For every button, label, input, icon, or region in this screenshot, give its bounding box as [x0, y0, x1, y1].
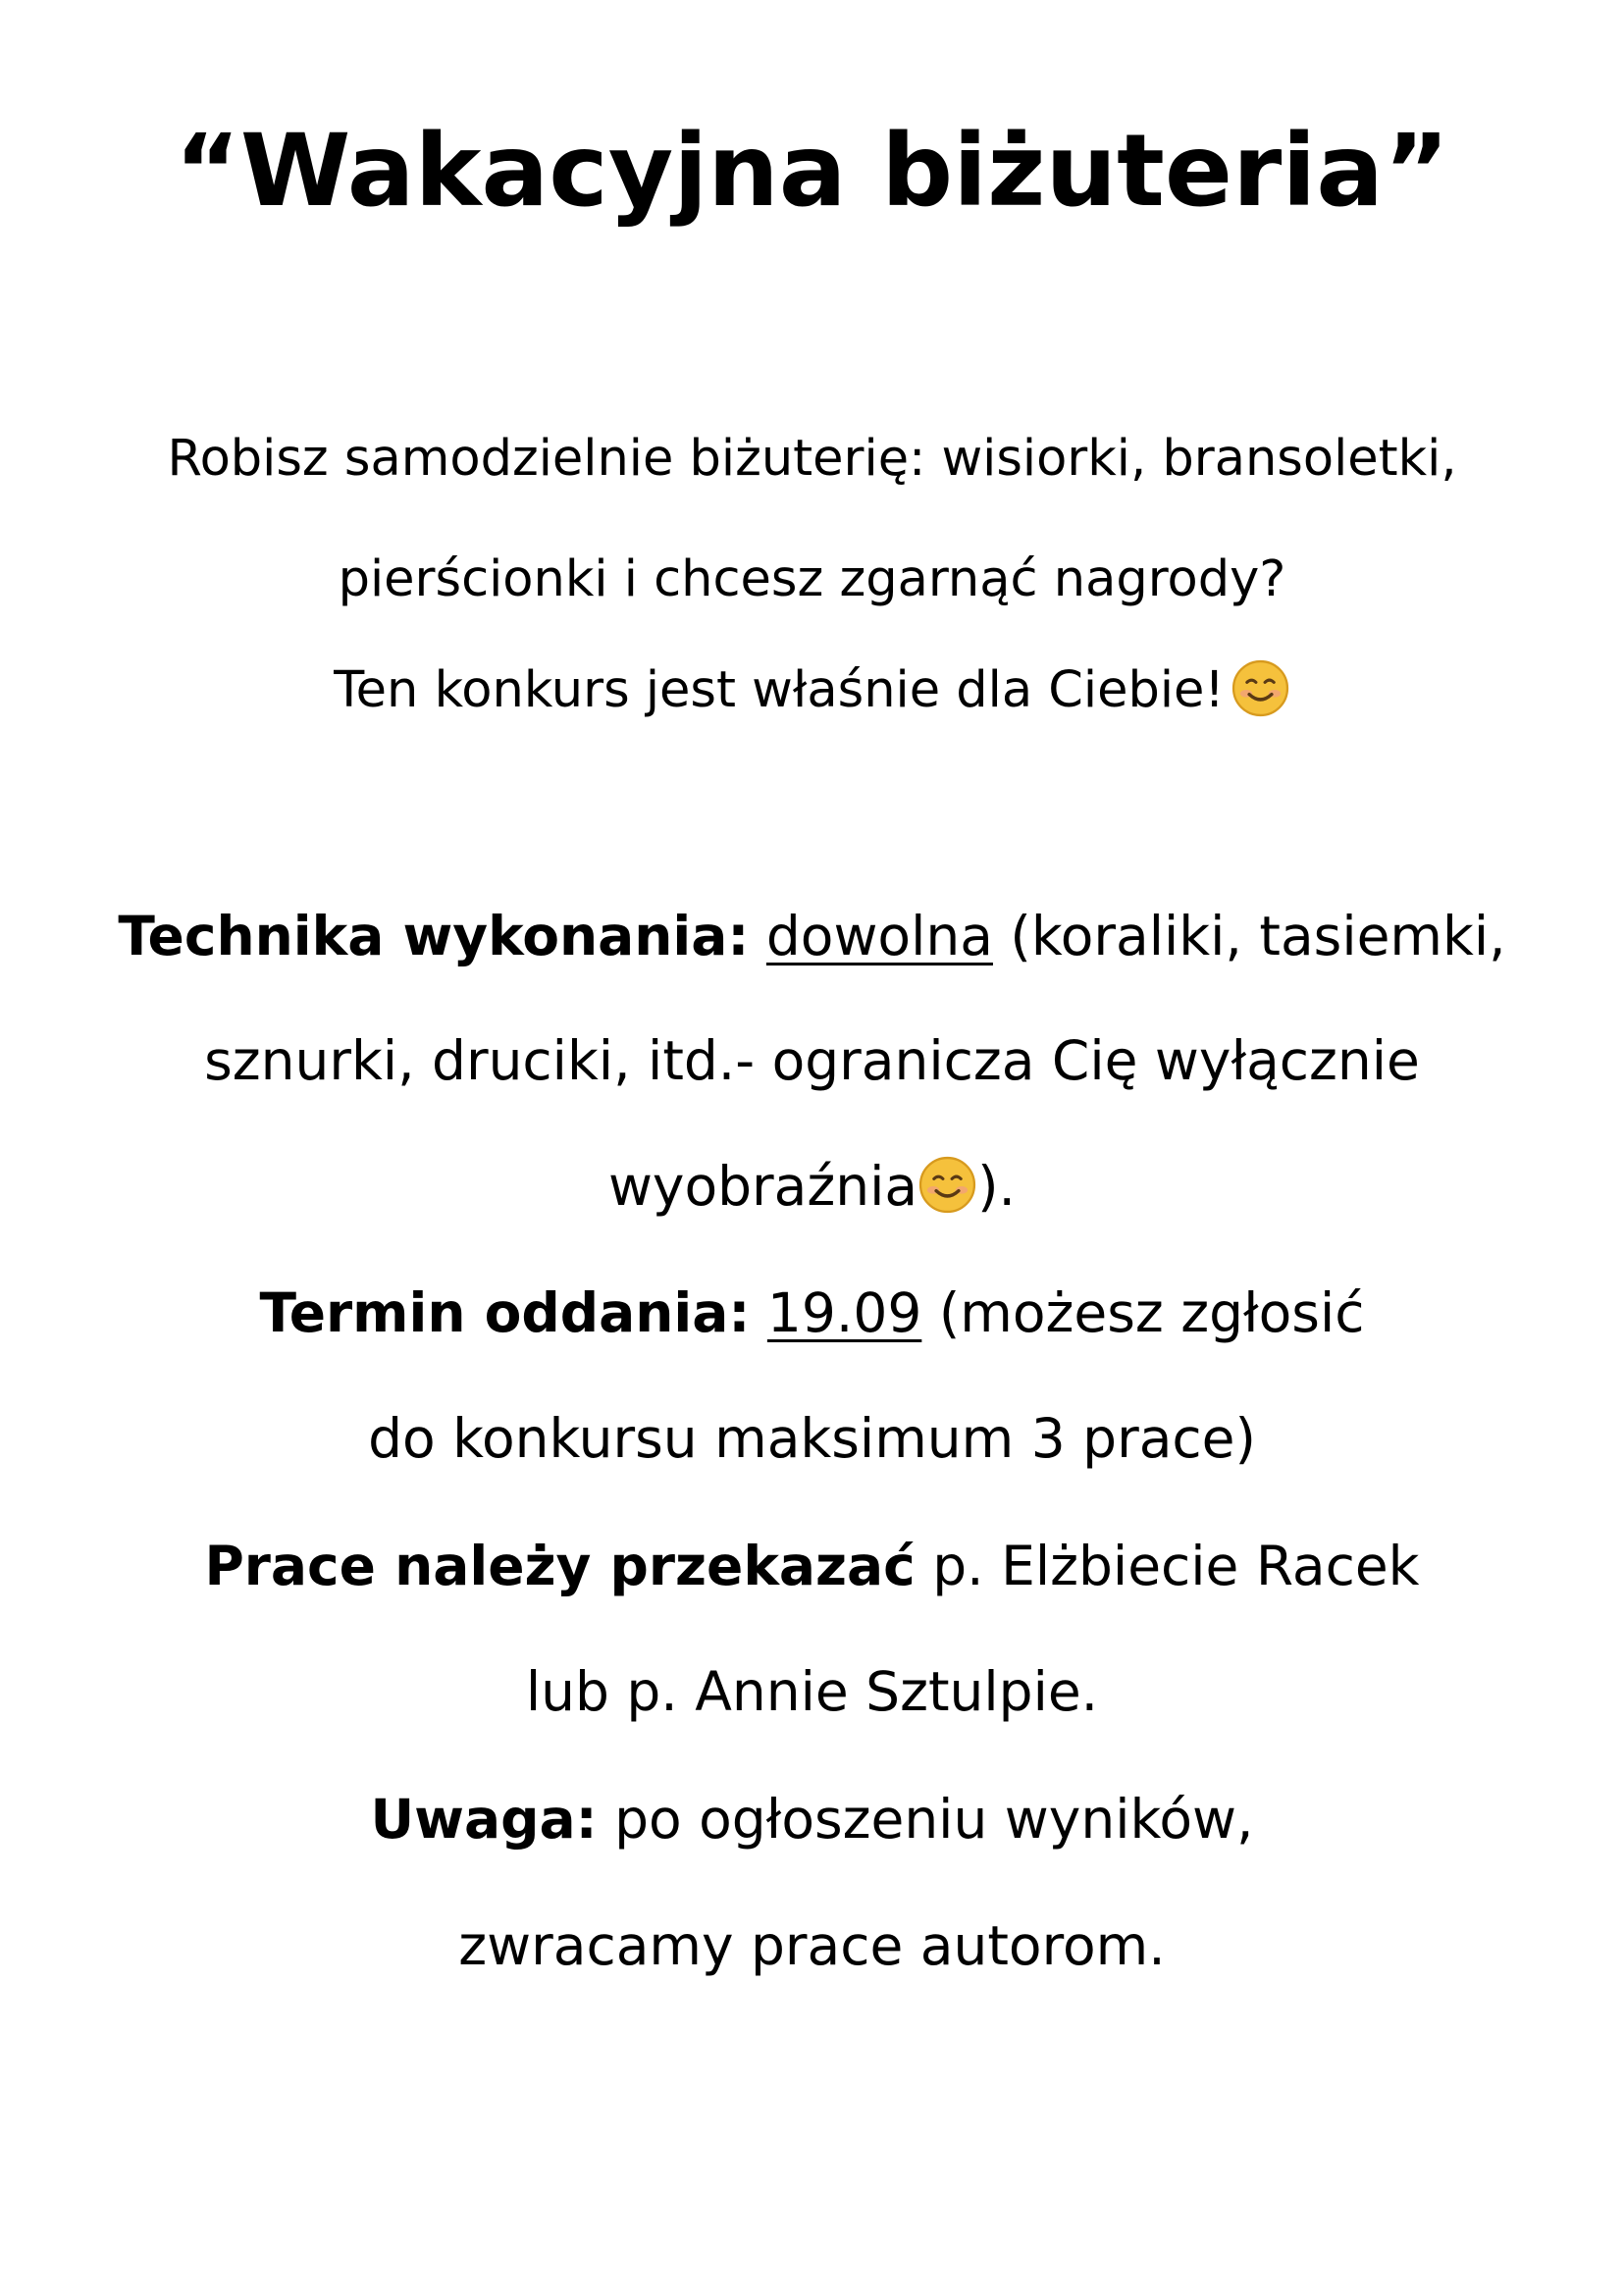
- technique-rest: (koraliki, tasiemki,: [992, 905, 1506, 967]
- intro-line-1: Robisz samodzielnie biżuterię: wisiorki, bransoletki,: [167, 430, 1457, 488]
- delivery-line-1: [0, 1531, 1624, 1601]
- deadline-line-2: do konkursu maksimum 3 prace): [368, 1407, 1256, 1470]
- smiling-face-icon: [917, 1155, 977, 1215]
- note-line-2: zwracamy prace autorom.: [458, 1914, 1166, 1977]
- technique-value: dowolna: [765, 905, 993, 967]
- note-rest: po ogłoszeniu wyników,: [597, 1788, 1254, 1851]
- delivery-line-2: lub p. Annie Sztulpie.: [525, 1660, 1099, 1723]
- technique-line-3-end: ).: [977, 1155, 1017, 1218]
- note-line-1: [0, 1784, 1624, 1854]
- intro-line-2: pierścionki i chcesz zgarnąć nagrody?: [338, 550, 1286, 608]
- deadline-rest: (możesz zgłosić: [921, 1281, 1365, 1344]
- deadline-date: 19.09: [766, 1281, 922, 1344]
- technique-label: Technika wykonania:: [118, 905, 750, 967]
- smiling-face-icon: [1231, 658, 1290, 718]
- intro-line-3: [0, 655, 1624, 726]
- delivery-label: Prace należy przekazać: [204, 1535, 916, 1597]
- technique-line-3: [0, 1151, 1624, 1222]
- page-title: “Wakacyjna biżuteria”: [174, 113, 1450, 230]
- technique-line-3-text: wyobraźnia: [607, 1155, 918, 1218]
- intro-line-3-text: Ten konkurs jest właśnie dla Ciebie!: [334, 661, 1225, 719]
- technique-line-1: [0, 901, 1624, 971]
- note-label: Uwaga:: [370, 1788, 598, 1851]
- technique-line-2: sznurki, druciki, itd.- ogranicza Cię wyłącznie: [204, 1029, 1420, 1092]
- deadline-label: Termin oddania:: [259, 1281, 751, 1344]
- deadline-line-1: [0, 1278, 1624, 1348]
- delivery-rest: p. Elżbiecie Racek: [915, 1535, 1420, 1597]
